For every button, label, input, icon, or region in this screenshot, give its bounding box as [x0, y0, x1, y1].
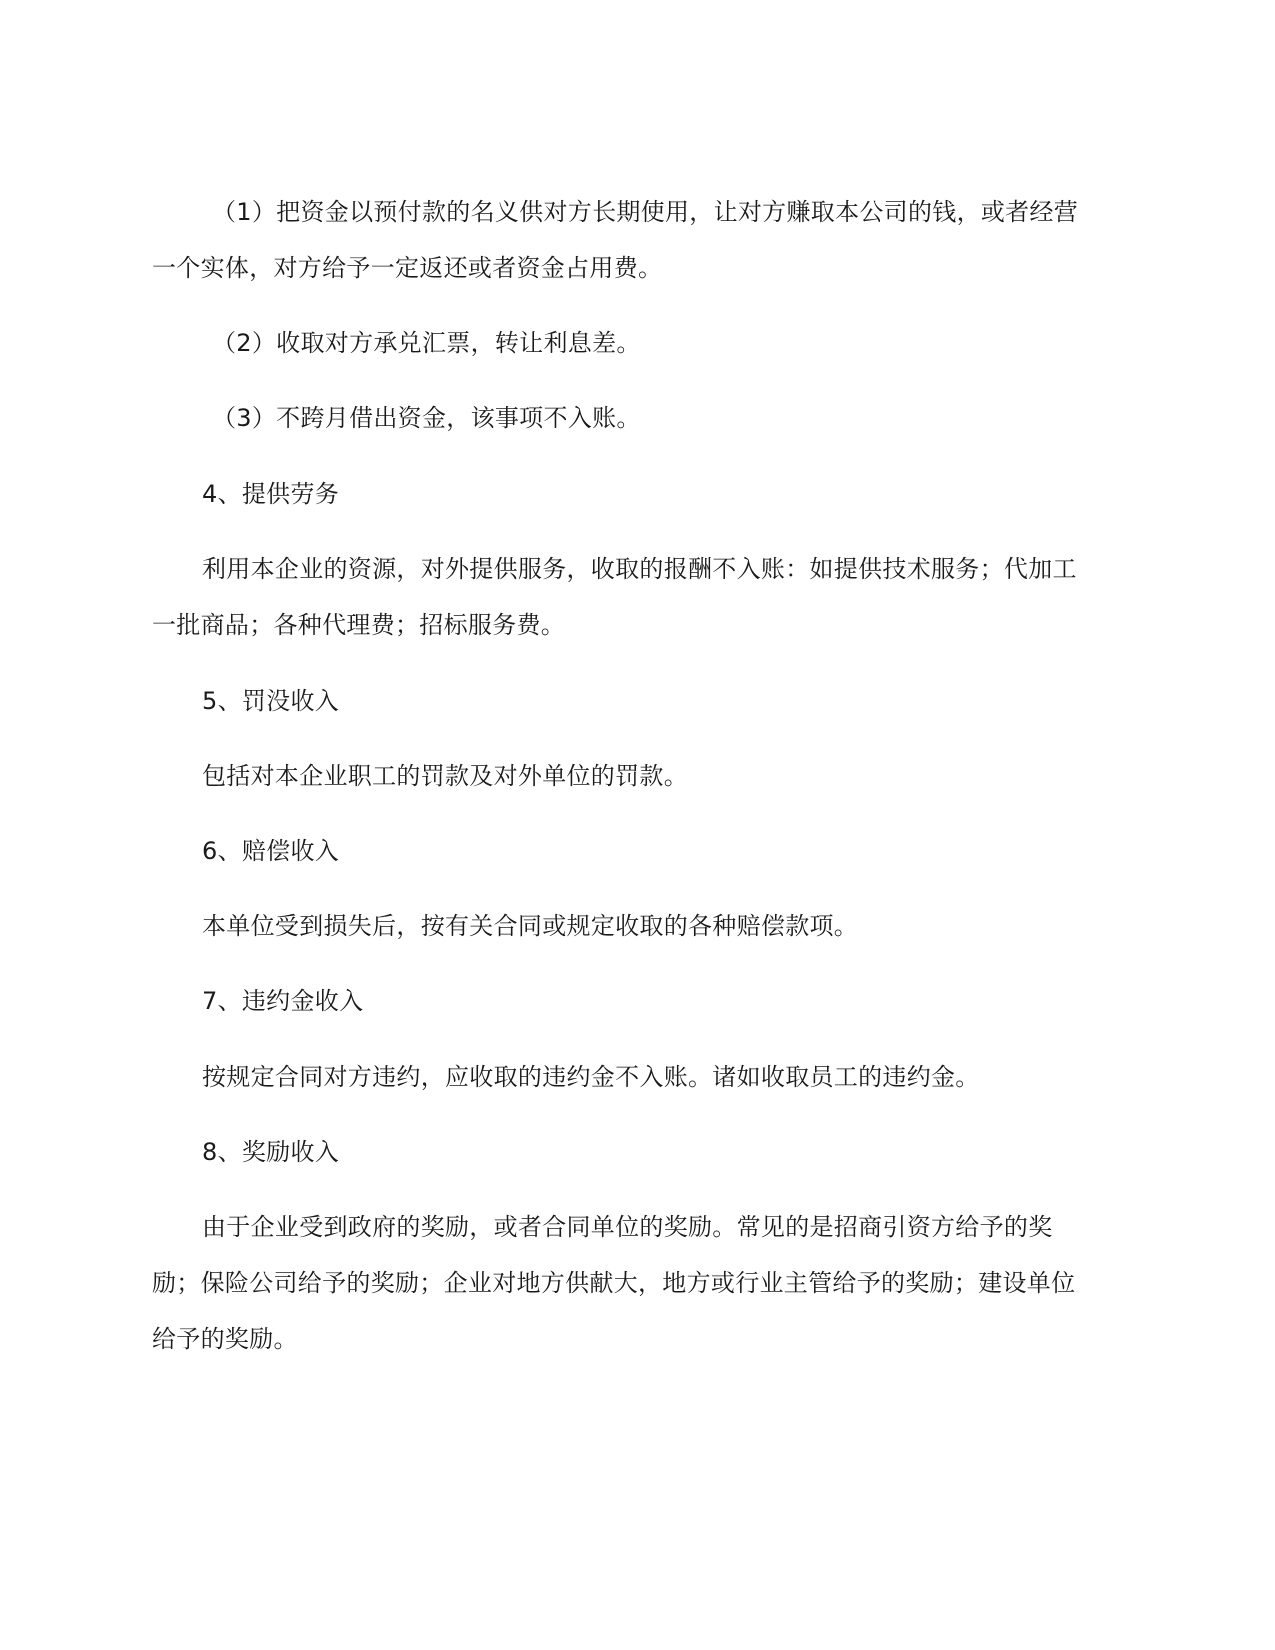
paragraph-line: 本单位受到损失后，按有关合同或规定收取的各种赔偿款项。 — [202, 912, 859, 940]
section-heading: 7、违约金收入 — [202, 987, 364, 1015]
section-heading: 4、提供劳务 — [202, 480, 340, 508]
paragraph-line: 给予的奖励。 — [152, 1325, 298, 1353]
paragraph-line: 按规定合同对方违约，应收取的违约金不入账。诸如收取员工的违约金。 — [202, 1063, 980, 1091]
paragraph-line: （2）收取对方承兑汇票，转让利息差。 — [212, 329, 641, 357]
paragraph-line: 利用本企业的资源，对外提供服务，收取的报酬不入账：如提供技术服务；代加工 — [202, 555, 1077, 583]
paragraph-line: 一个实体，对方给予一定返还或者资金占用费。 — [152, 254, 663, 282]
section-heading: 5、罚没收入 — [202, 687, 340, 715]
paragraph-line: 由于企业受到政府的奖励，或者合同单位的奖励。常见的是招商引资方给予的奖 — [202, 1213, 1053, 1241]
paragraph-line: 包括对本企业职工的罚款及对外单位的罚款。 — [202, 762, 688, 790]
section-heading: 6、赔偿收入 — [202, 837, 340, 865]
paragraph-line: 励；保险公司给予的奖励；企业对地方供献大，地方或行业主管给予的奖励；建设单位 — [152, 1269, 1076, 1297]
paragraph-line: （3）不跨月借出资金，该事项不入账。 — [212, 404, 641, 432]
paragraph-line: 一批商品；各种代理费；招标服务费。 — [152, 611, 566, 639]
section-heading: 8、奖励收入 — [202, 1138, 340, 1166]
paragraph-line: （1）把资金以预付款的名义供对方长期使用，让对方赚取本公司的钱，或者经营 — [212, 198, 1079, 226]
